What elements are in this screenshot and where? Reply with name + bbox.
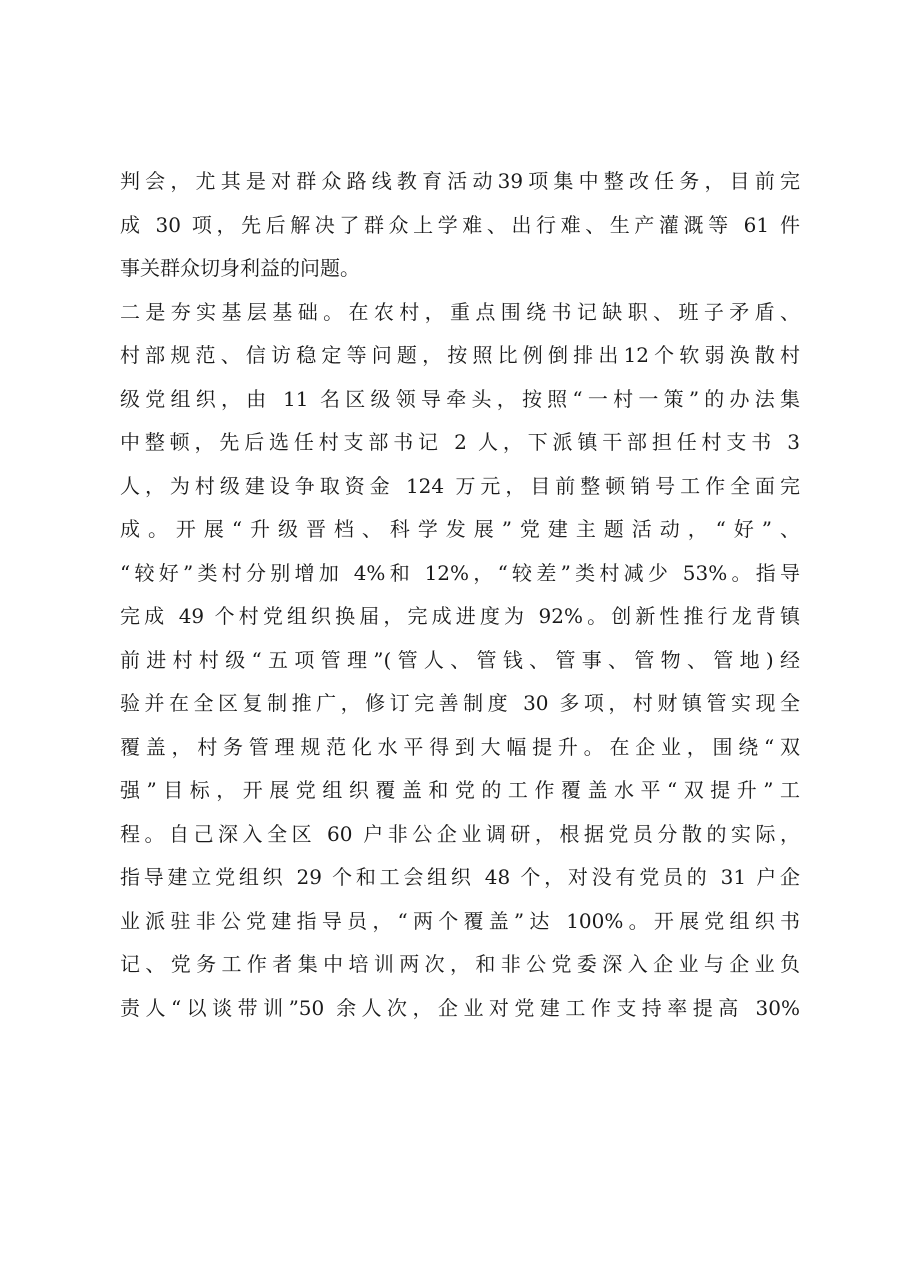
text-line: 事关群众切身利益的问题。: [120, 256, 360, 280]
text-line: 成。开展“升级晋档、科学发展”党建主题活动，“好”、: [120, 517, 800, 541]
text-line: 前进村村级“五项管理”(管人、管钱、管事、管物、管地)经: [120, 647, 800, 672]
text-line: 指导建立党组织 29 个和工会组织 48 个，对没有党员的 31 户企: [120, 865, 800, 889]
text-line: 强”目标，开展党组织覆盖和党的工作覆盖水平“双提升”工: [120, 778, 800, 802]
text-line: 验并在全区复制推广，修订完善制度 30 多项，村财镇管实现全: [120, 691, 800, 715]
text-line: 二是夯实基层基础。在农村，重点围绕书记缺职、班子矛盾、: [120, 299, 800, 324]
text-line: 村部规范、信访稳定等问题，按照比例倒排出12个软弱涣散村: [120, 343, 800, 367]
text-line: 责人“以谈带训”50 余人次，企业对党建工作支持率提高 30%: [120, 995, 800, 1020]
text-line: 覆盖，村务管理规范化水平得到大幅提升。在企业，围绕“双: [120, 734, 800, 759]
text-line: 判会，尤其是对群众路线教育活动39项集中整改任务，目前完: [120, 169, 800, 193]
body-text: [120, 160, 800, 1030]
text-line: 记、党务工作者集中培训两次，和非公党委深入企业与企业负: [120, 952, 800, 976]
text-line: 业派驻非公党建指导员，“两个覆盖”达 100%。开展党组织书: [120, 908, 800, 933]
text-line: 级党组织，由 11 名区级领导牵头，按照“一村一策”的办法集: [120, 386, 800, 411]
text-line: 中整顿，先后选任村支部书记 2 人，下派镇干部担任村支书 3: [120, 430, 800, 454]
text-line: 人，为村级建设争取资金 124 万元，目前整顿销号工作全面完: [120, 473, 800, 498]
text-line: 成 30 项，先后解决了群众上学难、出行难、生产灌溉等 61 件: [120, 212, 800, 237]
text-line: “较好”类村分别增加 4%和 12%，“较差”类村减少 53%。指导: [120, 560, 800, 585]
text-line: 完成 49 个村党组织换届，完成进度为 92%。创新性推行龙背镇: [120, 604, 800, 628]
text-line: 程。自己深入全区 60 户非公企业调研，根据党员分散的实际，: [120, 821, 800, 846]
